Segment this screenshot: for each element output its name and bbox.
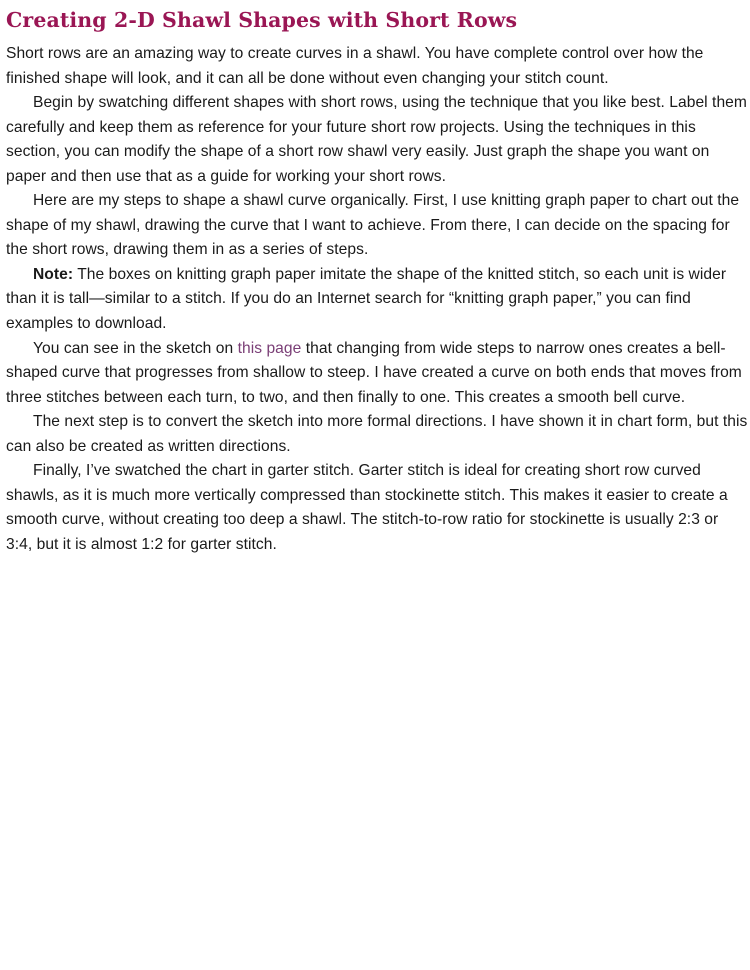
paragraph-swatching: Begin by swatching different shapes with short rows, using the technique that you like best. Label them carefully and keep them as reference for your future short row projects. Using the techniques in this section, you can modify the shape of a short row shawl very easily. Just graph the shape you want on paper and then use that as a guide for working your short rows. <box>6 94 747 185</box>
paragraph-sketch <box>6 337 748 411</box>
note-text: The boxes on knitting graph paper imitate the shape of the knitted stitch, so each unit is wider than it is tall—similar to a stitch. If you do an Internet search for “knitting graph paper,” you can find examples to download. <box>6 265 727 333</box>
paragraph-garter: Finally, I’ve swatched the chart in garter stitch. Garter stitch is ideal for creating short row curved shawls, as it is much more vertically compressed than stockinette stitch. This makes it easier to create a smooth curve, without creating too deep a shawl. The stitch-to-row ratio for stockinette is usually 2:3 or 3:4, but it is almost 1:2 for garter stitch. <box>6 462 728 553</box>
paragraph-steps: Here are my steps to shape a shawl curve organically. First, I use knitting graph paper to chart out the shape of my shawl, drawing the curve that I want to achieve. From there, I can decide on the spacing for the short rows, drawing them in as a series of steps. <box>6 192 740 259</box>
article-body <box>6 42 748 557</box>
paragraph-intro: Short rows are an amazing way to create curves in a shawl. You have complete control over how the finished shape will look, and it can all be done without even changing your stitch count. <box>6 45 704 87</box>
this-page-link[interactable]: this page <box>237 339 302 357</box>
sketch-text-before: You can see in the sketch on <box>33 339 238 357</box>
page <box>6 0 748 557</box>
paragraph-next-step: The next step is to convert the sketch into more formal directions. I have shown it in chart form, but this can also be created as written directions. <box>6 413 748 455</box>
paragraph-note <box>6 263 748 337</box>
note-label: Note: <box>33 265 74 283</box>
section-heading: Creating 2-D Shawl Shapes with Short Rows <box>6 8 518 32</box>
sketch-text-after: that changing from wide steps to narrow ones creates a bell-shaped curve that progresses from shallow to steep. I have created a curve on both ends that moves from three stitches between each turn, to two, and then finally to one. This creates a smooth bell curve. <box>6 339 742 406</box>
